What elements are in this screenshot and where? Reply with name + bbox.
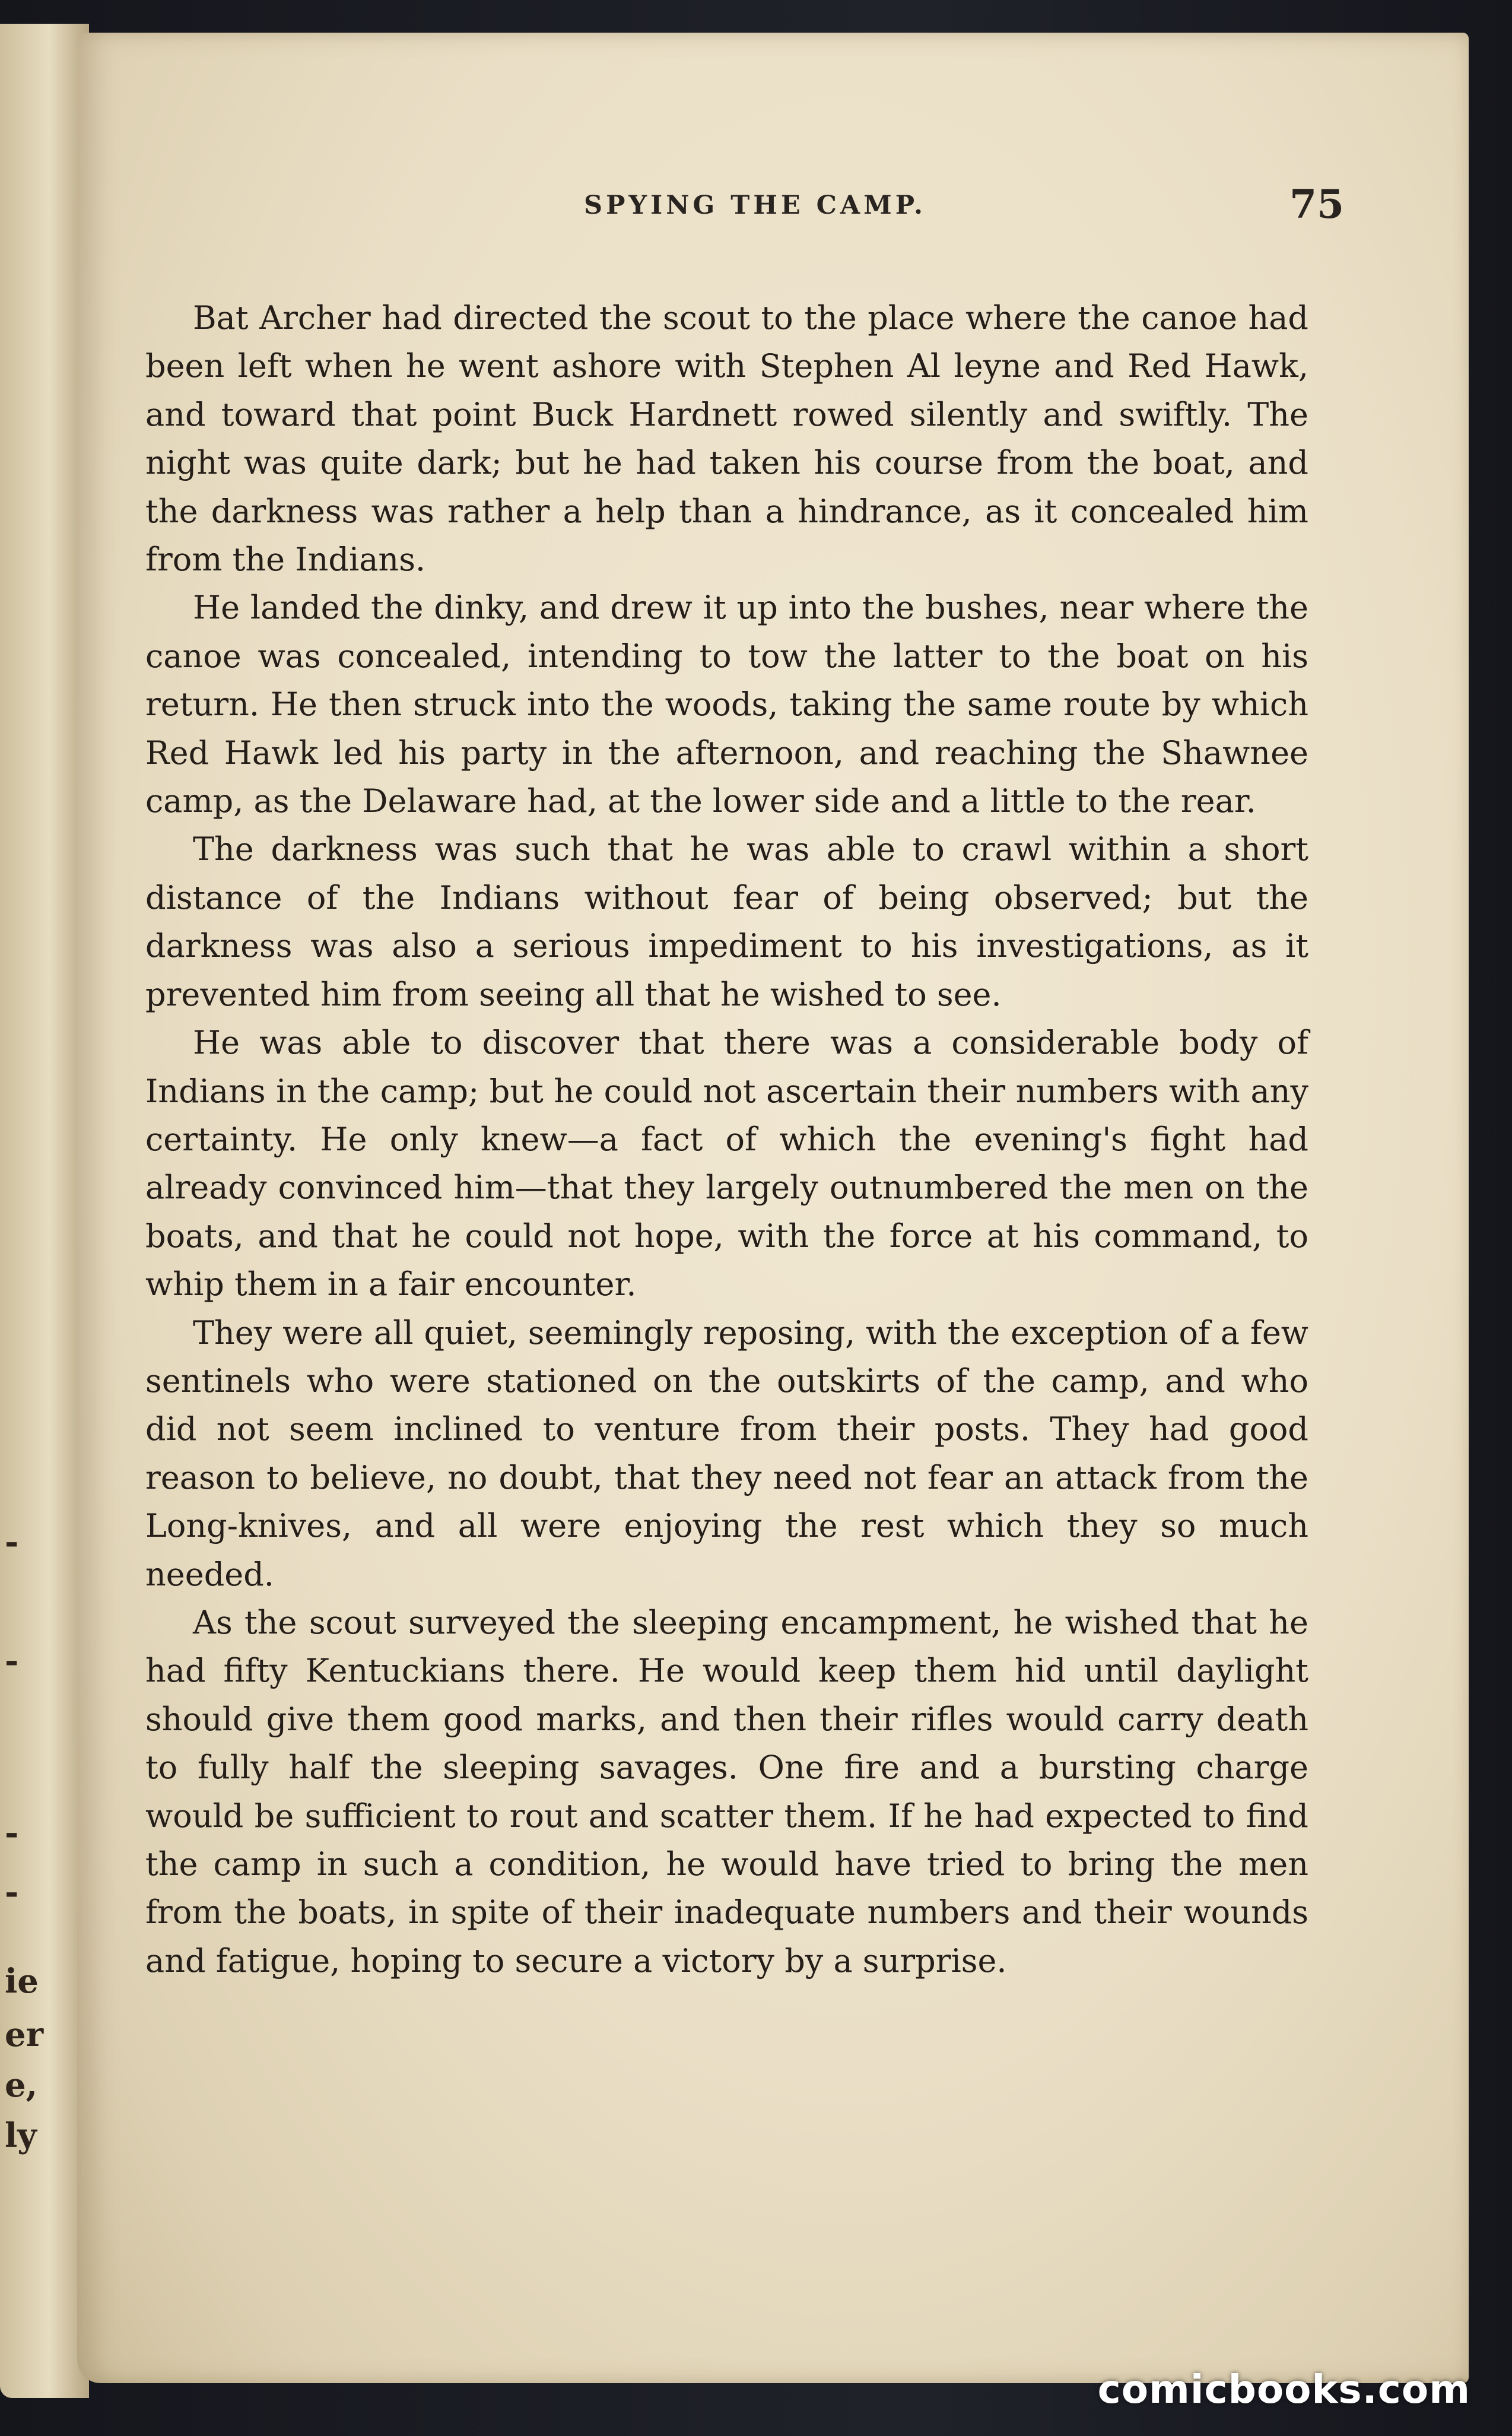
paragraph: The darkness was such that he was able to crawl within a short distance of the Indians without fear of being observed; but the darkness was also a serious impediment to his investigations, as it prevented him from seeing all that he wished to see. — [145, 830, 1308, 1013]
previous-page-fragment: ie — [5, 1962, 39, 2001]
body-text — [145, 294, 1308, 1985]
previous-page-fragment: - — [5, 1641, 19, 1680]
previous-page-fragment: - — [5, 1873, 19, 1912]
previous-page-fragment: - — [5, 1522, 19, 1562]
paragraph: As the scout surveyed the sleeping encampment, he wished that he had fifty Kentuckians there. He would keep them hid until daylight should give them good marks, and then their rifles would carry death to fully half the sleeping savages. One fire and a bursting charge would be sufficient to rout and scatter them. If he had expected to find the camp in such a condition, he would have tried to bring the men from the boats, in spite of their inadequate numbers and their wounds and fatigue, hoping to secure a victory by a surprise. — [145, 1603, 1308, 1980]
previous-page-fragment: e, — [5, 2066, 38, 2105]
previous-page-fragment: er — [5, 2015, 44, 2054]
paragraph: Bat Archer had directed the scout to the place where the canoe had been left when he went ashore with Stephen Al leyne and Red Hawk, and toward that point Buck Hardnett rowed silently and swiftly. The night was quite dark; but he had taken his course from the boat, and the darkness was rather a help than a hindrance, as it concealed him from the Indians. — [145, 299, 1308, 579]
book-page — [77, 33, 1469, 2383]
running-title: SPYING THE CAMP. — [584, 191, 926, 220]
paragraph: He landed the dinky, and drew it up into the bushes, near where the canoe was concealed, intending to tow the latter to the boat on his return. He then struck into the woods, taking the same route by which Red Hawk led his party in the afternoon, and reaching the Shawnee camp, as the Delaware had, at the lower side and a little to the rear. — [145, 589, 1308, 820]
page-number: 75 — [1289, 181, 1344, 227]
previous-page-fragment: ly — [5, 2116, 37, 2155]
running-head — [166, 179, 1344, 232]
paragraph: He was able to discover that there was a considerable body of Indians in the camp; but he could not ascertain their numbers with any certainty. He only knew—a fact of which the evening's fight had already convinced him—that they largely outnumbered the men on the boats, and that he could not hope, with the force at his command, to whip them in a fair encounter. — [145, 1024, 1308, 1303]
previous-page-fragment: - — [5, 1813, 19, 1853]
previous-page-edge — [0, 24, 89, 2398]
paragraph: They were all quiet, seemingly reposing, with the exception of a few sentinels who were stationed on the outskirts of the camp, and who did not seem inclined to venture from their posts. They had good reason to believe, no doubt, that they need not fear an attack from the Long-knives, and all were enjoying the rest which they so much needed. — [145, 1314, 1308, 1593]
watermark: comicbooks.com — [1097, 2367, 1470, 2412]
